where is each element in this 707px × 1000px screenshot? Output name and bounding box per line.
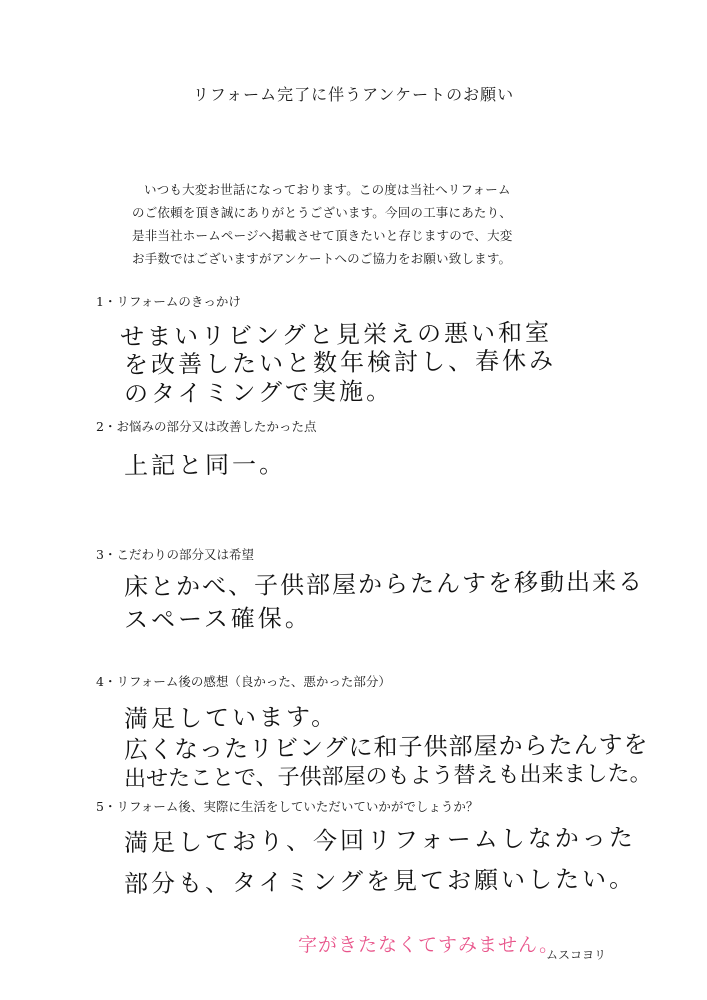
answer-1-line-1: せまいリビングと見栄えの悪い和室 [119, 318, 553, 351]
answer-2-line-1: 上記と同一。 [123, 450, 287, 480]
intro-line: お手数ではございますがアンケートへのご協力をお願い致します。 [132, 251, 512, 266]
answer-4-line-2: 広くなったリビングに和子供部屋からたんすを [123, 730, 649, 764]
question-2-label: 2・お悩みの部分又は改善したかった点 [96, 419, 317, 434]
intro-line: のご依頼を頂き誠にありがとうございます。今回の工事にあたり、 [132, 205, 513, 220]
answer-3-line-2: スペース確保。 [123, 604, 312, 634]
answer-4-line-1: 満足しています。 [123, 702, 339, 733]
question-5-label: 5・リフォーム後、実際に生活をしていただいていかがでしょうか？ [96, 799, 479, 814]
intro-line: 是非当社ホームページへ掲載させて頂きたいと存じますので、大変 [132, 228, 513, 243]
answer-3-line-1: 床とかべ、子供部屋からたんすを移動出来る [123, 567, 645, 601]
apology-note: 字がきたなくてすみません。 [298, 934, 560, 956]
document-title: リフォーム完了に伴うアンケートのお願い [192, 85, 515, 104]
answer-5-line-2: 部分も、タイミングを見てお願いしたい。 [123, 864, 637, 898]
intro-paragraph [132, 178, 602, 270]
answer-5-line-1: 満足しており、今回リフォームしなかった [123, 823, 636, 857]
question-4-label: 4・リフォーム後の感想（良かった、悪かった部分） [96, 674, 391, 689]
signature: ムスコヨリ [546, 948, 607, 962]
question-1-label: 1・リフォームのきっかけ [96, 294, 241, 309]
answer-4-line-3: 出せたことで、子供部屋のもよう替えも出来ました。 [123, 761, 652, 792]
intro-line: いつも大変お世話になっております。この度は当社へリフォーム [144, 182, 511, 197]
question-3-label: 3・こだわりの部分又は希望 [96, 547, 254, 562]
answer-1-line-2: を改善したいと数年検討し、春休み [123, 346, 557, 379]
answer-1-line-3: のタイミングで実施。 [123, 377, 394, 408]
